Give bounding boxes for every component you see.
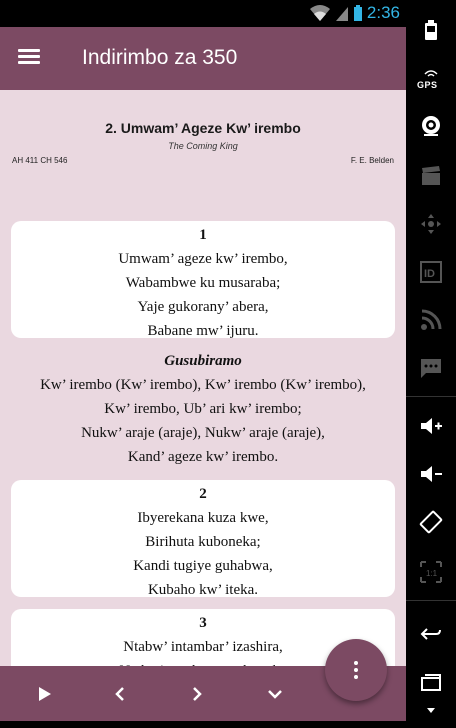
verse-card: [11, 221, 395, 338]
chorus-block: [0, 349, 406, 469]
clock: 2:36: [366, 3, 400, 22]
verse-number: 1: [199, 227, 207, 243]
chevron-right-icon[interactable]: [183, 680, 211, 708]
chorus-title: Gusubiramo: [164, 353, 242, 369]
rss-icon[interactable]: [419, 308, 443, 332]
camera-icon[interactable]: [419, 114, 443, 138]
status-bar: [0, 0, 406, 27]
song-author: F. E. Belden: [350, 156, 394, 165]
hymn-reference: AH 411 CH 546: [12, 156, 68, 165]
recent-apps-icon[interactable]: [419, 670, 443, 694]
verse-line: Babane mw’ ijuru.: [147, 323, 259, 339]
volume-down-icon[interactable]: [419, 462, 443, 486]
battery-icon[interactable]: [419, 18, 443, 42]
chorus-line: Nukw’ araje (araje), Nukw’ araje (araje),: [81, 425, 325, 441]
chorus-line: Kw’ irembo (Kw’ irembo), Kw’ irembo (Kw’ irembo),: [40, 377, 366, 393]
song-subtitle: The Coming King: [168, 141, 238, 151]
verse-line: Wabambwe ku musaraba;: [125, 275, 281, 291]
app-title: Indirimbo za 350: [82, 46, 238, 69]
scroll-down-icon[interactable]: [419, 704, 443, 728]
verse-line: Ntabw’ intambar’ izashira,: [123, 639, 283, 655]
battery-icon: [353, 4, 363, 22]
verse-line: Kubaho kw’ iteka.: [147, 582, 259, 598]
verse-card: [11, 480, 395, 597]
id-icon[interactable]: [419, 260, 443, 284]
verse-line: Ibyerekana kuza kwe,: [137, 510, 269, 526]
verse-number: 3: [199, 615, 207, 631]
dpad-icon[interactable]: [419, 212, 443, 236]
wifi-icon: [309, 4, 331, 22]
verse-line: Kandi tugiye guhabwa,: [133, 558, 273, 574]
verse-number: 2: [199, 486, 207, 502]
sms-icon[interactable]: [419, 356, 443, 380]
svg-text:ID: ID: [424, 268, 435, 280]
scale-icon[interactable]: [419, 560, 443, 584]
app-bar: [0, 27, 406, 90]
hamburger-icon[interactable]: [14, 46, 50, 72]
verse-line: Yaje gukorany’ abera,: [137, 299, 269, 315]
gps-label: GPS: [417, 80, 438, 90]
verse-line: Birihuta kuboneka;: [145, 534, 261, 550]
chorus-line: Kw’ irembo, Ub’ ari kw’ irembo;: [104, 401, 302, 417]
signal-icon: [335, 4, 349, 22]
more-vert-icon[interactable]: [325, 639, 387, 701]
volume-up-icon[interactable]: [419, 414, 443, 438]
chorus-line: Kand’ ageze kw’ irembo.: [127, 449, 279, 465]
clapper-icon[interactable]: [419, 164, 443, 188]
emulator-side-panel: [406, 0, 456, 721]
rotate-icon[interactable]: [419, 510, 443, 534]
play-icon[interactable]: [30, 680, 58, 708]
chevron-left-icon[interactable]: [106, 680, 134, 708]
svg-text:1:1: 1:1: [426, 569, 438, 578]
song-content[interactable]: [0, 90, 406, 666]
song-title: 2. Umwam’ Ageze Kw’ irembo: [105, 120, 301, 136]
verse-line: Umwam’ ageze kw’ irembo,: [118, 251, 288, 267]
back-icon[interactable]: [419, 622, 443, 646]
chevron-down-icon[interactable]: [261, 680, 289, 708]
